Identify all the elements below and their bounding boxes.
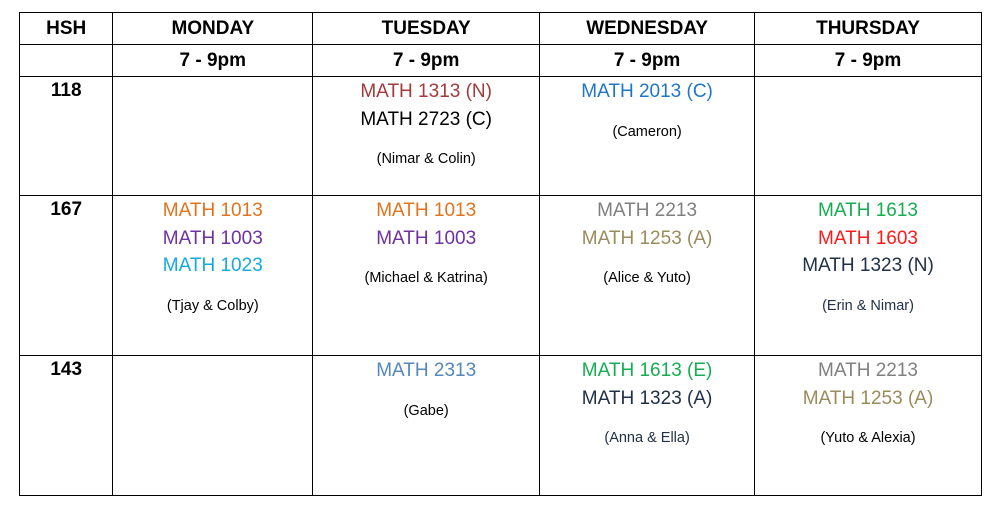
header-thursday: THURSDAY	[755, 13, 982, 45]
course-label: MATH 1013	[162, 200, 263, 221]
room-number: 167	[20, 196, 113, 356]
time-row	[20, 45, 982, 77]
schedule-table	[19, 12, 982, 496]
schedule-cell	[755, 77, 982, 196]
header-monday: MONDAY	[113, 13, 313, 45]
course-label: MATH 1003	[162, 227, 263, 249]
course-label: MATH 2313	[376, 360, 477, 381]
schedule-cell	[113, 356, 313, 496]
tutor-names: (Alice & Yuto)	[603, 270, 691, 286]
schedule-cell	[540, 77, 755, 196]
room-row-118	[20, 77, 982, 196]
header-wednesday: WEDNESDAY	[540, 13, 755, 45]
room-row-143	[20, 356, 982, 496]
course-label: MATH 1323 (N)	[802, 255, 934, 276]
cell-content	[113, 77, 312, 78]
cell-content	[540, 77, 754, 140]
schedule-cell	[540, 356, 755, 496]
course-label: MATH 1313 (N)	[360, 81, 492, 102]
time-thursday: 7 - 9pm	[755, 45, 982, 77]
tutor-names: (Erin & Nimar)	[822, 297, 914, 314]
schedule-cell	[113, 77, 313, 196]
tutor-names: (Cameron)	[612, 123, 682, 140]
cell-content	[755, 77, 981, 78]
tutor-names: (Gabe)	[403, 402, 449, 419]
cell-content	[313, 196, 539, 286]
tutor-names: (Nimar & Colin)	[376, 151, 476, 167]
time-wednesday: 7 - 9pm	[540, 45, 755, 77]
time-empty	[20, 45, 113, 77]
schedule-cell	[113, 196, 313, 356]
header-hsh: HSH	[20, 13, 113, 45]
schedule-cell	[755, 196, 982, 356]
course-label: MATH 1003	[376, 227, 477, 249]
header-row	[20, 13, 982, 45]
tutor-names: (Yuto & Alexia)	[820, 430, 916, 446]
course-label: MATH 2013 (C)	[581, 81, 713, 102]
course-label: MATH 2213	[597, 200, 698, 221]
cell-content	[113, 356, 312, 357]
header-tuesday: TUESDAY	[313, 13, 540, 45]
schedule-cell	[540, 196, 755, 356]
cell-content	[113, 196, 312, 314]
course-label: MATH 1613 (E)	[581, 360, 713, 381]
time-tuesday: 7 - 9pm	[313, 45, 540, 77]
course-label: MATH 1603	[818, 227, 918, 249]
room-row-167	[20, 196, 982, 356]
cell-content	[755, 196, 981, 314]
schedule-cell	[313, 196, 540, 356]
cell-content	[540, 196, 754, 286]
course-label: MATH 1323 (A)	[581, 387, 713, 409]
schedule-cell	[313, 77, 540, 196]
cell-content	[540, 356, 754, 446]
schedule-cell	[313, 356, 540, 496]
course-label: MATH 1253 (A)	[581, 227, 713, 249]
tutor-names: (Anna & Ella)	[604, 430, 690, 446]
time-monday: 7 - 9pm	[113, 45, 313, 77]
room-number: 143	[20, 356, 113, 496]
tutor-names: (Michael & Katrina)	[364, 270, 488, 286]
cell-content	[313, 356, 539, 419]
tutor-names: (Tjay & Colby)	[166, 297, 259, 314]
course-label: MATH 2213	[818, 360, 918, 381]
room-number: 118	[20, 77, 113, 196]
course-label: MATH 1023	[162, 255, 263, 276]
course-label: MATH 1013	[376, 200, 477, 221]
cell-content	[755, 356, 981, 446]
course-label: MATH 1613	[818, 200, 918, 221]
schedule-cell	[755, 356, 982, 496]
cell-content	[313, 77, 539, 167]
course-label: MATH 2723 (C)	[360, 108, 492, 130]
course-label: MATH 1253 (A)	[802, 387, 934, 409]
